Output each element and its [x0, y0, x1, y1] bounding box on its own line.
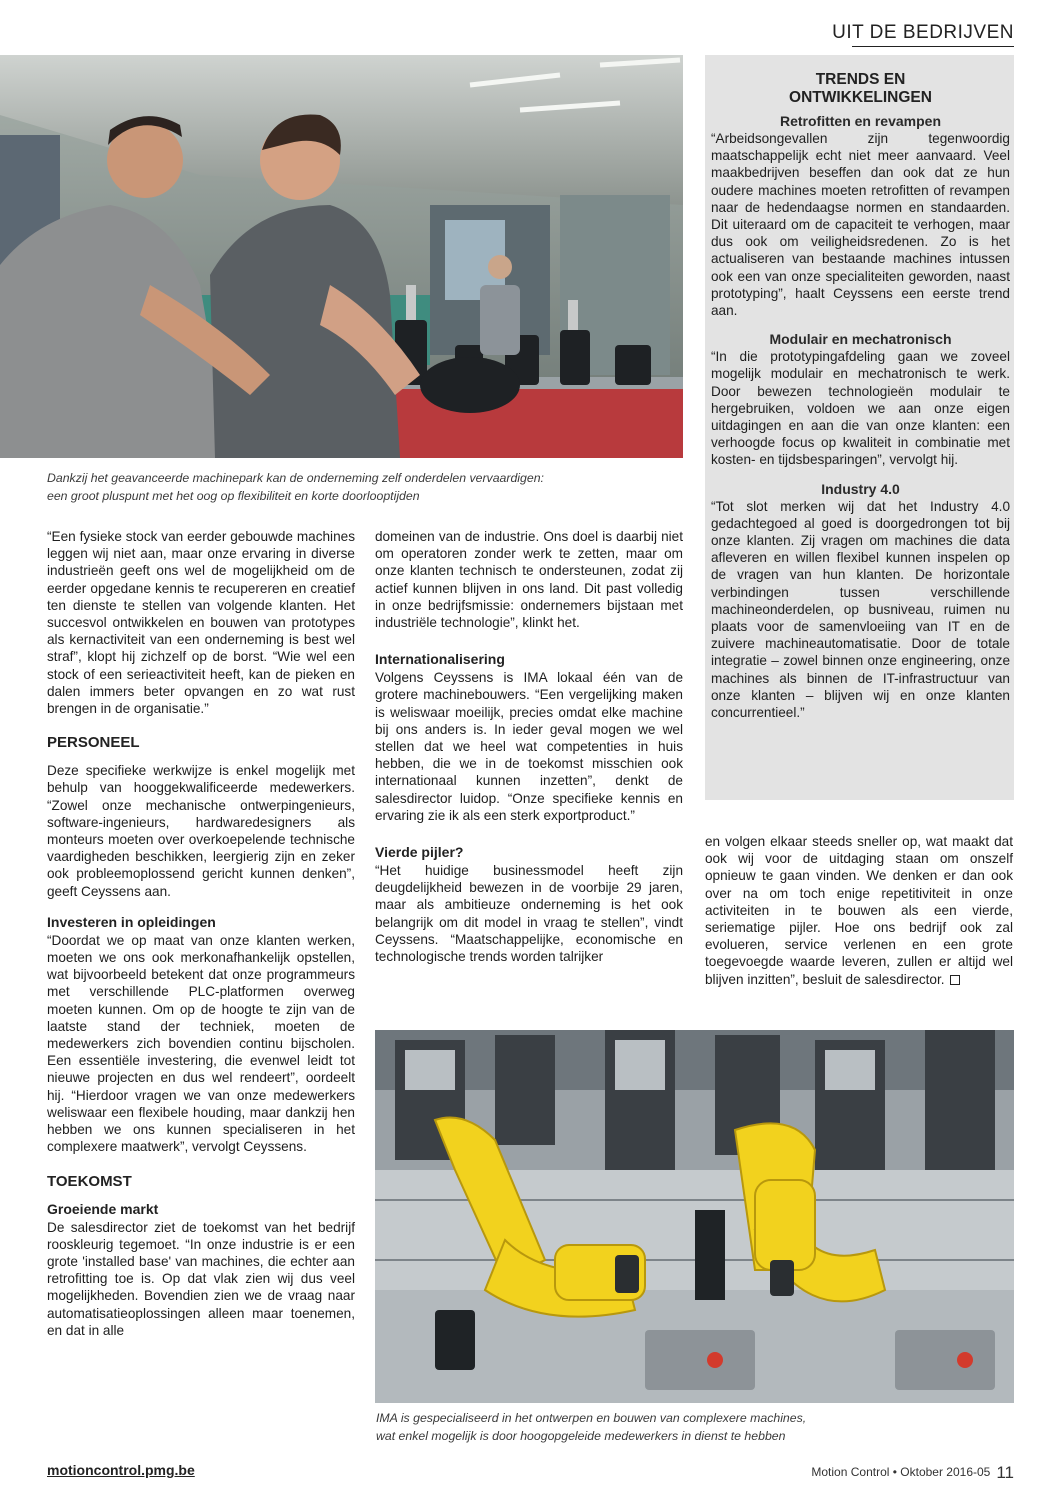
- article-column-1: [47, 528, 355, 1339]
- caption-line: een groot pluspunt met het oog op flexibiliteit en korte doorlooptijden: [47, 489, 420, 503]
- article-column-3: [705, 833, 1013, 988]
- closing-text: en volgen elkaar steeds sneller op, wat maakt dat ook wij voor de uitdaging staan om onszelf opnieuw te gaan vinden. We denken er dan ook over na om toch enige repetitiviteit in onze activiteiten in te bouwen als een vierde, seriematige pijler. Hoe ons bedrijf ook zal evolueren, service verlenen en een grote toegevoegde waarde leveren, zullen er altijd wel blijven inzitten”, besluit de salesdirector.: [705, 834, 1013, 987]
- page-footer: [811, 1463, 1014, 1483]
- photo-caption-top: [47, 469, 667, 505]
- sidebar-paragraph: “Tot slot merken wij dat het Industry 4.0 gedachtegoed al goed is doorgedrongen tot bij onze klanten. Zij vragen om machines die data afleveren en willen flexibel kunnen inspelen op de vragen van hun klanten. De horizontale verbindingen tussen verschillende machineonderdelen, op busniveau, ruimen nu plaats voor de samenvloeiing van IT en de zuivere machineautomatisatie. Door de totale integratie – zowel binnen onze engineering, onze machines als binnen de IT-infrastructuur van onze klanten – blijven wij en onze klanten concurrentieel.”: [711, 498, 1010, 721]
- sidebar-paragraph: “In die prototypingafdeling gaan we zoveel mogelijk modulair en mechatronisch te werk. Door bewezen technologieën modulair te hergebruiken, voldoen we aan onze eigen uitdagingen en aan die van onze klanten: een verhoogde focus op kwaliteit in combinatie met kosten- en tijdsbesparingen”, vervolgt hij.: [711, 349, 1010, 468]
- workshop-photo: [0, 55, 683, 458]
- paragraph: [705, 833, 1013, 988]
- subheading-internationalisering: Internationalisering: [375, 651, 505, 668]
- robot-cell-illustration: [375, 1030, 1014, 1403]
- sidebar-subheading: Industry 4.0: [821, 480, 900, 497]
- caption-line: IMA is gespecialiseerd in het ontwerpen en bouwen van complexere machines,: [376, 1411, 807, 1425]
- website-link[interactable]: motioncontrol.pmg.be: [47, 1462, 195, 1478]
- page-number: 11: [996, 1463, 1014, 1482]
- article-column-2: [375, 528, 683, 965]
- caption-line: Dankzij het geavanceerde machinepark kan de onderneming zelf onderdelen vervaardigen:: [47, 471, 544, 485]
- photo-caption-bottom: [376, 1409, 996, 1445]
- sidebar-title: [711, 71, 1010, 107]
- robot-cell-photo: [375, 1030, 1014, 1403]
- sidebar-paragraph: “Arbeidsongevallen zijn tegenwoordig maatschappelijk echt niet meer aanvaard. Veel maakbedrijven beseffen dan ook dat ze hun oudere machines moeten retrofitten of revampen naar de hedendaagse normen en standaarden. Dit uiteraard om de capaciteit te verhogen, maar dus ook om veiligheidsredenen. Zo is het actualiseren van bestaande machines intussen ook een van onze specialiteiten geworden, naast prototyping”, haalt Ceyssens een eerste trend aan.: [711, 131, 1010, 319]
- section-label: UIT DE BEDRIJVEN: [832, 22, 1014, 43]
- workshop-illustration: [0, 55, 683, 458]
- paragraph: De salesdirector ziet de toekomst van het bedrijf rooskleurig tegemoet. “In onze industrie is er een grote 'installed base' van machines, die echter aan retrofitting toe is. Op dat vlak zien wij dus veel mogelijkheden. Bovendien zien we de vraag naar automatisatieoplossingen alleen maar toenemen, en dat in alle: [47, 1219, 355, 1338]
- subheading-vierde-pijler: Vierde pijler?: [375, 844, 464, 861]
- heading-toekomst: TOEKOMST: [47, 1172, 132, 1190]
- heading-personeel: PERSONEEL: [47, 734, 140, 752]
- paragraph: “Een fysieke stock van eerder gebouwde machines leggen wij niet aan, maar onze ervaring in diverse industrieën geeft ons wel de mogelijkheid om de eerder opgedane kennis te recupereren en creatief ten dienste te stellen van volgende klanten. Het succesvol ontwikkelen en bouwen van prototypes als kernactiviteit van een onderneming is best wel straf”, klopt hij zichzelf op de borst. “Wie wel een stock of een serieactiviteit heeft, kan de pieken en dalen immers beter opvangen en zo wat rust brengen in de organisatie.”: [47, 529, 355, 717]
- paragraph: “Het huidige businessmodel heeft zijn deugdelijkheid bewezen in de voorbije 29 jaren, maar als ambitieuze onderneming is het ook belangrijk om dit model in vraag te stellen”, vindt Ceyssens. “Maatschappelijke, economische en technologische trends worden talrijker: [375, 863, 683, 965]
- subheading-investeren: Investeren in opleidingen: [47, 913, 216, 930]
- sidebar-subheading: Retrofitten en revampen: [779, 113, 942, 129]
- sidebar-subheading: Modulair en mechatronisch: [769, 331, 952, 348]
- sidebar-title-line: TRENDS EN: [815, 71, 906, 88]
- subheading-groeiende-markt: Groeiende markt: [47, 1200, 159, 1217]
- paragraph: “Doordat we op maat van onze klanten werken, moeten we ons ook merkonafhankelijk opstellen, wat bijvoorbeeld betekent dat onze programmeurs met verschillende PLC-platformen overweg moeten kunnen. Om op de hoogte te zijn van de laatste stand der techniek, moeten de medewerkers zich bovendien continu bijscholen. Een essentiële investering, die evenwel leidt tot nieuwe projecten en dus wel rendeert”, oordeelt hij. “Hierdoor vragen we van onze medewerkers weliswaar een flexibele houding, maar dankzij hen hebben we ons kunnen specialiseren in het complexere maatwerk”, vervolgt Ceyssens.: [47, 932, 355, 1155]
- caption-line: wat enkel mogelijk is door hoogopgeleide medewerkers in dienst te hebben: [376, 1429, 786, 1443]
- section-label-underline: [852, 46, 1014, 47]
- paragraph: domeinen van de industrie. Ons doel is daarbij niet om operatoren zonder werk te zetten, maar om onze klanten technisch te ondersteunen, zodat zij actief kunnen blijven in ons land. Dit past volledig in onze bedrijfsmissie: ondernemers bijstaan met industriële technologie”, klinkt het.: [375, 529, 683, 631]
- end-of-article-icon: [950, 975, 960, 985]
- trends-sidebar: [705, 55, 1014, 800]
- magazine-issue: Motion Control • Oktober 2016-05: [811, 1465, 991, 1479]
- paragraph: Deze specifieke werkwijze is enkel mogelijk met behulp van hooggekwalificeerde medewerkers. “Zowel onze mechanische ontwerpingenieurs, software-ingenieurs, hardwaredesigners als monteurs moeten over overkoepelende technische vaardigheden beschikken, leergierig zijn en zeker ook probleemoplossend gericht kunnen denken”, geeft Ceyssens aan.: [47, 763, 355, 899]
- sidebar-title-line: ONTWIKKELINGEN: [789, 89, 932, 106]
- paragraph: Volgens Ceyssens is IMA lokaal één van de grotere machinebouwers. “Een vergelijking maken is weliswaar moeilijk, precies omdat elke machine bij ons anders is. In ieder geval mogen we wel stellen dat we heel wat competenties in huis hebben, die we in de toekomst misschien ook internationaal kunnen inzetten”, denkt de salesdirector luidop. “Onze specifieke kennis en ervaring zie ik als een sterk exportproduct.”: [375, 670, 683, 823]
